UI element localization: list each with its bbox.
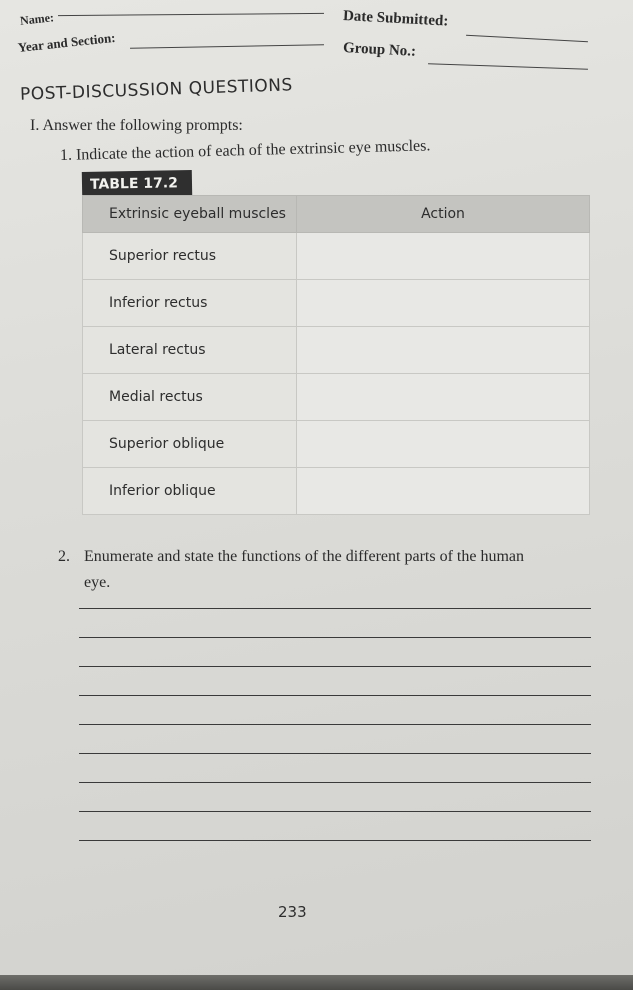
name-label: Name: [19, 10, 55, 28]
action-cell[interactable] [297, 280, 590, 327]
table-row [83, 421, 590, 468]
answer-line[interactable] [79, 695, 591, 696]
question-2-text-line1: Enumerate and state the functions of the different parts of the human [84, 548, 524, 565]
page-number: 233 [278, 903, 307, 921]
page-bottom-edge [0, 975, 633, 990]
muscle-cell: Medial rectus [83, 374, 297, 421]
table-header-row [83, 196, 590, 233]
column-header-action: Action [297, 196, 590, 233]
question-2-text-line2: eye. [84, 574, 111, 591]
answer-line[interactable] [79, 637, 591, 638]
table-badge: TABLE 17.2 [82, 170, 192, 198]
muscle-cell: Lateral rectus [83, 327, 297, 374]
action-cell[interactable] [297, 468, 590, 515]
answer-line[interactable] [79, 811, 591, 812]
table-row [83, 468, 590, 515]
table-row [83, 233, 590, 280]
group-no-label: Group No.: [342, 40, 417, 60]
answer-line[interactable] [79, 666, 591, 667]
date-submitted-field[interactable] [466, 35, 588, 42]
question-1 [60, 137, 431, 165]
action-cell[interactable] [297, 374, 590, 421]
question-1-text: Indicate the action of each of the extrinsic eye muscles. [75, 137, 431, 164]
section-title: POST-DISCUSSION QUESTIONS [19, 75, 294, 105]
muscle-cell: Inferior rectus [83, 280, 297, 327]
year-section-field[interactable] [130, 44, 324, 48]
column-header-muscles: Extrinsic eyeball muscles [83, 196, 297, 233]
year-section-label: Year and Section: [17, 29, 117, 55]
date-submitted-label: Date Submitted: [342, 8, 449, 30]
muscle-cell: Inferior oblique [83, 468, 297, 515]
muscle-cell: Superior rectus [83, 233, 297, 280]
question-1-number: 1. [59, 146, 73, 164]
muscle-cell: Superior oblique [83, 421, 297, 468]
question-2-number: 2. [58, 548, 70, 565]
action-cell[interactable] [297, 421, 590, 468]
table-row [83, 374, 590, 421]
action-cell[interactable] [297, 233, 590, 280]
table-row [83, 327, 590, 374]
main-prompt-text: Answer the following prompts: [42, 117, 243, 134]
answer-line[interactable] [79, 608, 591, 609]
extrinsic-muscles-table [82, 195, 590, 515]
main-prompt [30, 117, 243, 135]
name-field[interactable] [58, 13, 324, 16]
table-row [83, 280, 590, 327]
answer-line[interactable] [79, 782, 591, 783]
question-2 [58, 544, 598, 596]
group-no-field[interactable] [428, 63, 588, 70]
action-cell[interactable] [297, 327, 590, 374]
main-prompt-number: I. [30, 117, 40, 134]
answer-line[interactable] [79, 753, 591, 754]
answer-line[interactable] [79, 724, 591, 725]
answer-line[interactable] [79, 840, 591, 841]
